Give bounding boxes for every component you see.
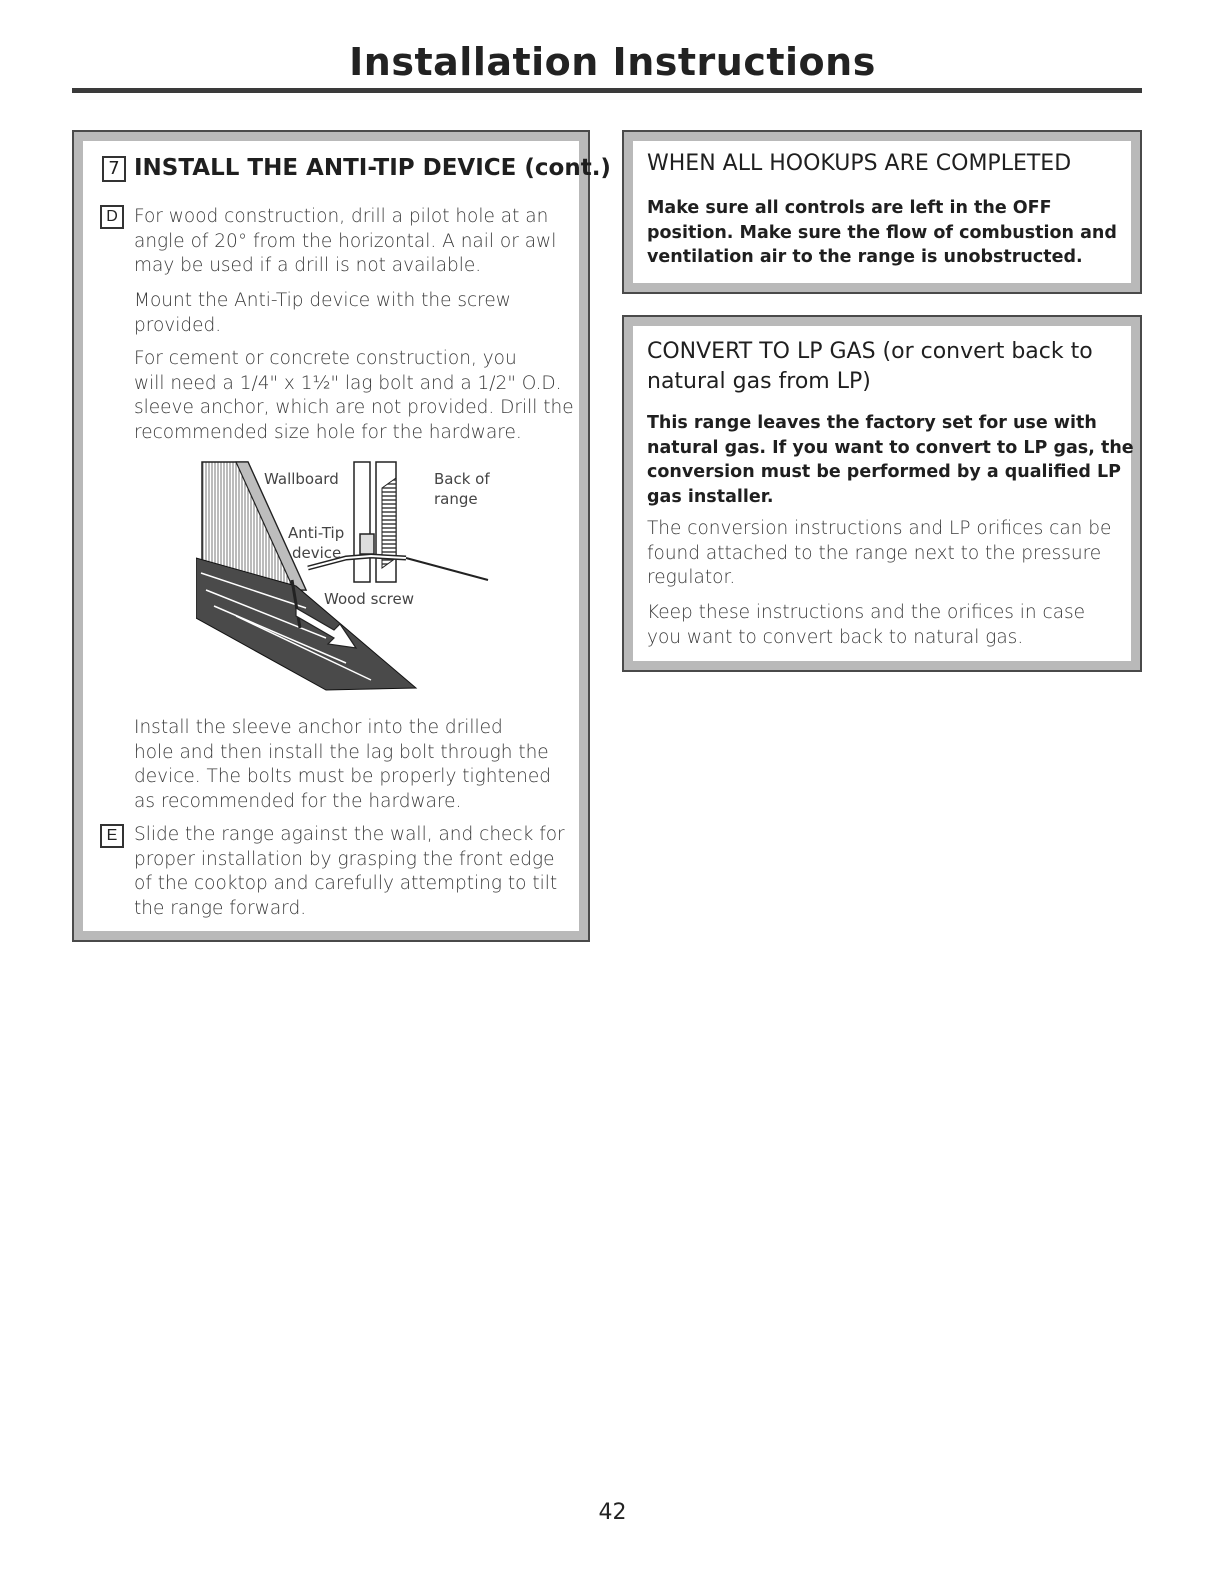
convert-p2-line: Keep these instructions and the orifices in case — [647, 602, 1086, 623]
step-7-badge: 7 — [102, 156, 126, 182]
hookups-line: ventilation air to the range is unobstructed. — [647, 247, 1083, 267]
cement-line: For cement or concrete construction, you — [134, 348, 517, 369]
step-e-line: of the cooktop and carefully attempting to tilt — [134, 873, 558, 894]
diagram-label-wallboard: Wallboard — [264, 470, 339, 488]
convert-heading-line: natural gas from LP) — [647, 369, 871, 394]
step-e-line: Slide the range against the wall, and check for — [134, 824, 565, 845]
step-d-line: angle of 20° from the horizontal. A nail or awl — [134, 230, 557, 252]
title-rule — [72, 88, 1142, 93]
diagram-label-anti-tip: Anti-Tip — [288, 524, 345, 542]
step-d-line: may be used if a drill is not available. — [134, 255, 482, 276]
hookups-text — [647, 196, 1117, 270]
step-e-badge: E — [100, 824, 124, 848]
range-leg-line — [406, 558, 488, 580]
step-e-text — [134, 823, 565, 921]
convert-bold-line: This range leaves the factory set for use with — [647, 413, 1097, 433]
anti-tip-heading — [102, 154, 611, 182]
convert-bold-line: natural gas. If you want to convert to LP gas, the — [647, 437, 1134, 458]
cement-text — [134, 347, 574, 445]
convert-bold-line: gas installer. — [647, 486, 774, 507]
page-title: Installation Instructions — [349, 40, 876, 84]
convert-p1-line: found attached to the range next to the pressure — [647, 542, 1102, 564]
install-line: as recommended for the hardware. — [134, 790, 462, 812]
install-line: Install the sleeve anchor into the drilled — [134, 717, 503, 738]
convert-keep-text — [647, 601, 1085, 650]
step-e-line: proper installation by grasping the front edge — [134, 848, 555, 870]
anti-tip-foot — [360, 534, 374, 554]
anti-tip-diagram — [196, 458, 516, 708]
step-e-line: the range forward. — [134, 897, 307, 919]
step-d-text — [134, 205, 556, 279]
diagram-label-device: device — [292, 544, 342, 562]
range-back-panel — [354, 462, 370, 582]
hookups-line: position. Make sure the flow of combustion and — [647, 222, 1117, 243]
step-d-line: For wood construction, drill a pilot hole at an — [134, 206, 549, 227]
page-number: 42 — [598, 1500, 627, 1525]
hookups-line: Make sure all controls are left in the OFF — [647, 198, 1052, 218]
install-line: hole and then install the lag bolt through the — [134, 741, 549, 763]
convert-p1-line: The conversion instructions and LP orifices can be — [647, 518, 1112, 539]
convert-bold-line: conversion must be performed by a qualified LP — [647, 462, 1121, 482]
convert-p1-line: regulator. — [647, 567, 736, 588]
convert-location-text — [647, 517, 1111, 591]
diagram-label-range: range — [434, 490, 478, 508]
mount-text — [134, 289, 511, 338]
diagram-label-back-of: Back of — [434, 470, 490, 488]
diagram-label-wood-screw: Wood screw — [324, 590, 414, 608]
mount-line: Mount the Anti-Tip device with the screw — [134, 290, 511, 311]
install-text — [134, 716, 551, 814]
step-d-badge: D — [100, 205, 124, 229]
convert-heading-line: CONVERT TO LP GAS (or convert back to — [647, 339, 1093, 364]
hookups-heading: WHEN ALL HOOKUPS ARE COMPLETED — [647, 151, 1072, 176]
convert-heading — [647, 337, 1093, 397]
anti-tip-heading-text: INSTALL THE ANTI-TIP DEVICE (cont.) — [134, 155, 611, 181]
convert-bold-text — [647, 411, 1134, 509]
mount-line: provided. — [134, 314, 222, 336]
cement-line: recommended size hole for the hardware. — [134, 421, 522, 443]
install-line: device. The bolts must be properly tightened — [134, 766, 551, 787]
convert-p2-line: you want to convert back to natural gas. — [647, 626, 1024, 648]
cement-line: sleeve anchor, which are not provided. Drill the — [134, 397, 574, 418]
cement-line: will need a 1/4" x 1½" lag bolt and a 1/2" O.D. — [134, 372, 562, 394]
